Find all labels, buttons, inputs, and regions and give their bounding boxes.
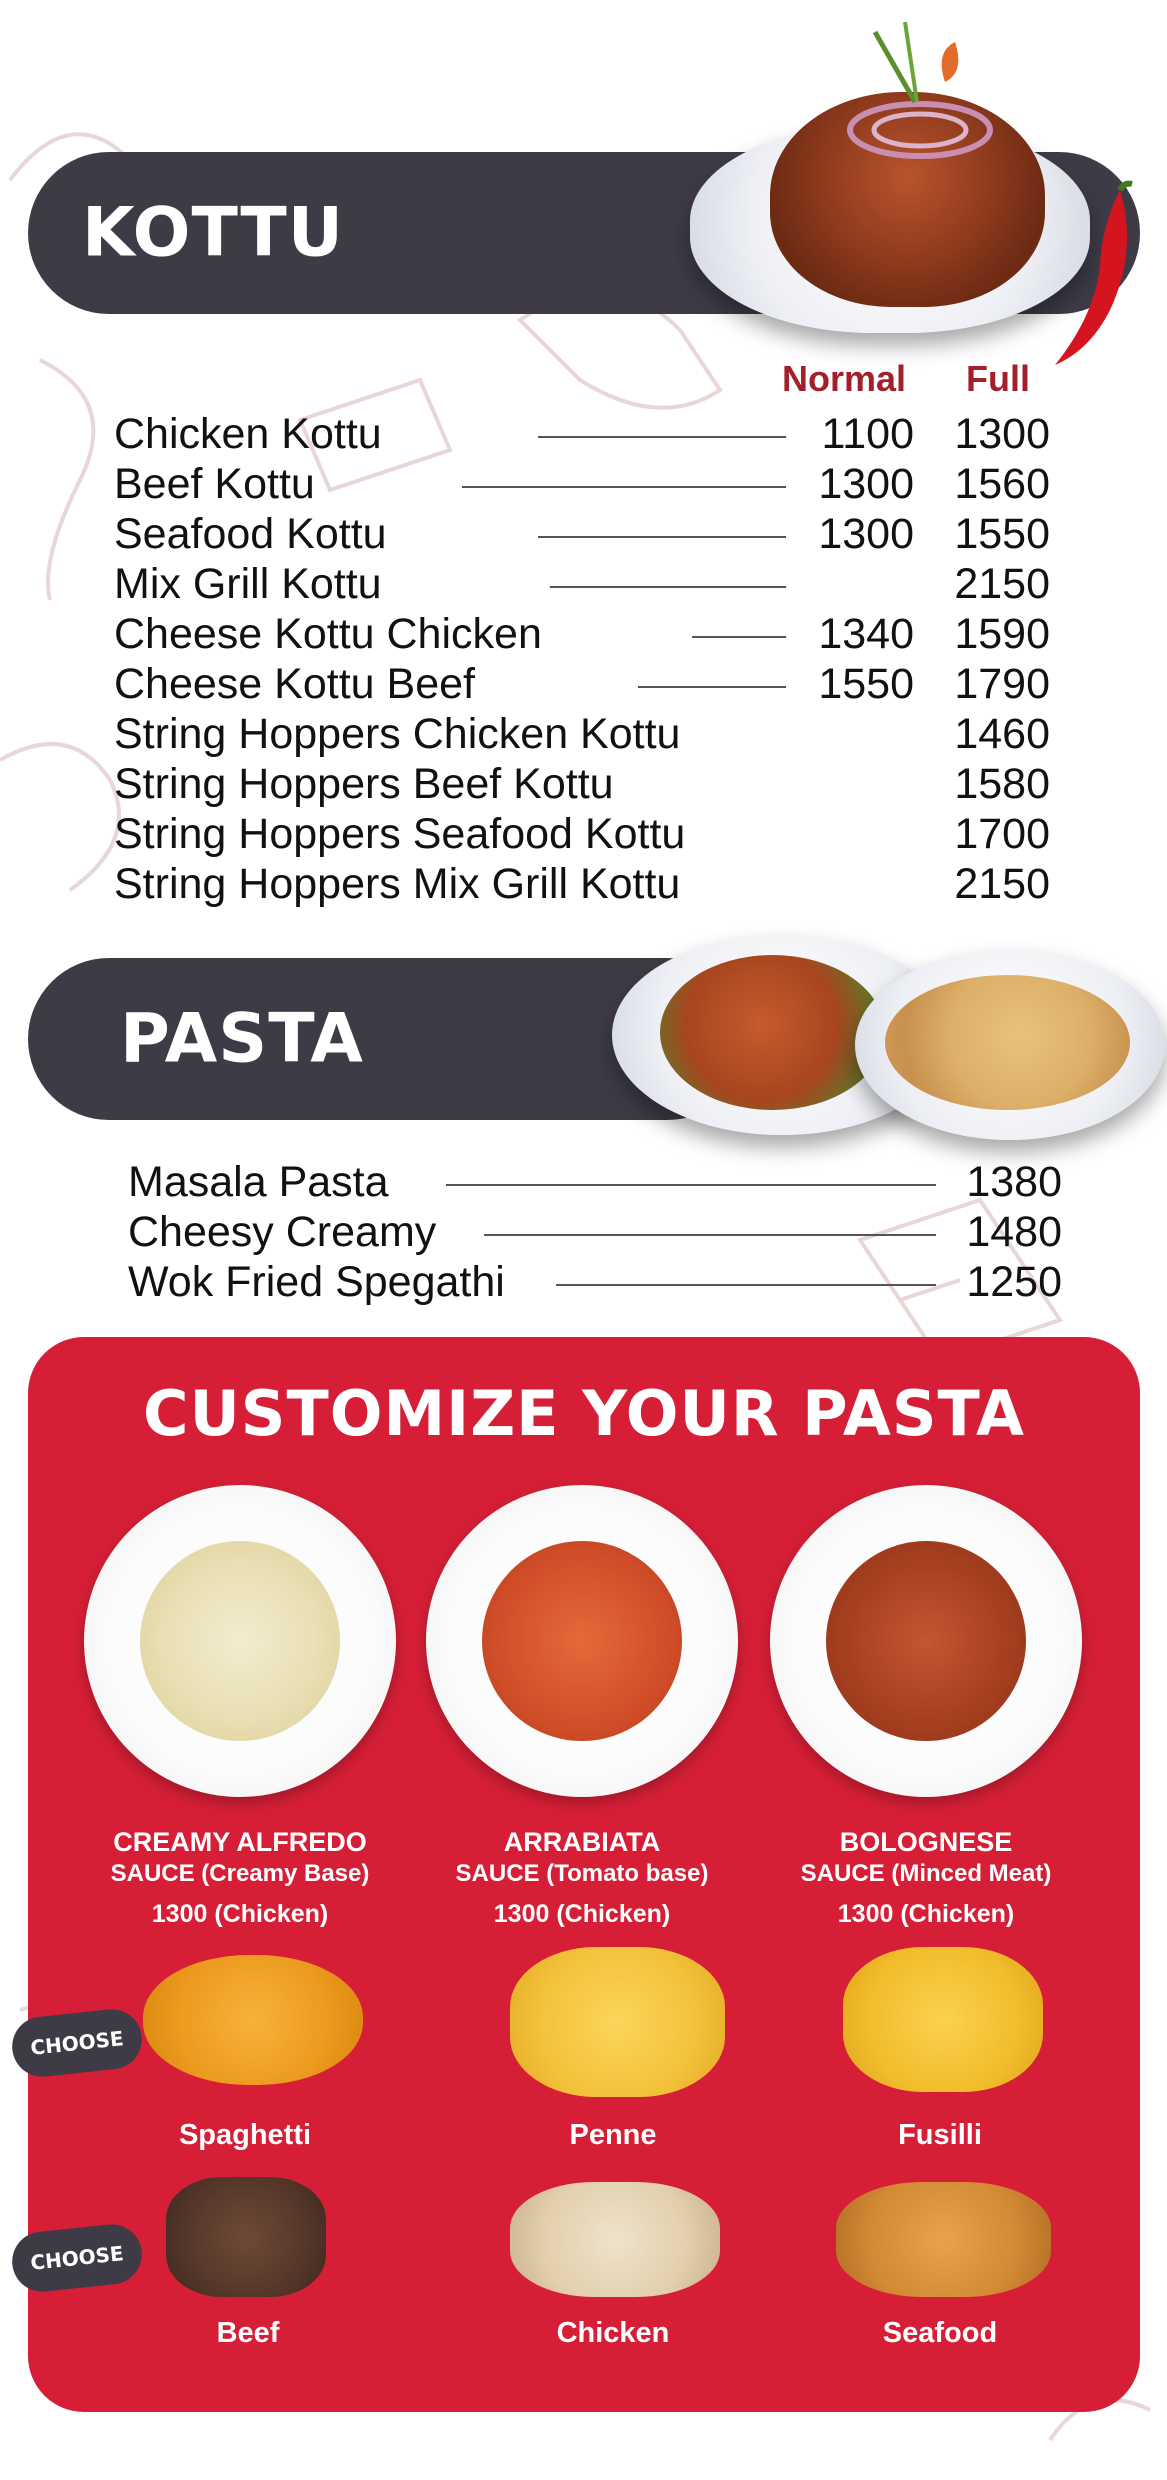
customize-title: CUSTOMIZE YOUR PASTA — [142, 1377, 1026, 1450]
kottu-price-normal: 1300 — [818, 510, 914, 558]
kottu-row — [114, 460, 1054, 510]
sauce-sub: SAUCE (Minced Meat) — [800, 1860, 1052, 1887]
beef-image — [166, 2177, 326, 2297]
sauce-name: BOLOGNESE — [839, 1827, 1013, 1857]
choose-protein-badge: CHOOSE — [9, 2221, 145, 2294]
sauce-name: CREAMY ALFREDO — [113, 1827, 367, 1857]
chicken-image — [510, 2182, 720, 2297]
sauce-bolognese — [756, 1827, 1096, 1929]
leader-line — [550, 586, 786, 588]
kottu-price-full: 1560 — [954, 460, 1050, 508]
pasta-dish-1-image — [660, 955, 885, 1110]
sauce-price: 1300 (Chicken) — [151, 1900, 329, 1928]
pasta-option-spaghetti[interactable]: Spaghetti — [178, 2119, 312, 2151]
pasta-row — [128, 1158, 1068, 1208]
protein-option-chicken[interactable]: Chicken — [556, 2317, 670, 2349]
kottu-price-full: 1300 — [954, 410, 1050, 458]
kottu-title: KOTTU — [82, 193, 344, 273]
arrabiata-pasta-image — [482, 1541, 682, 1741]
kottu-price-full: 1700 — [954, 810, 1050, 858]
pasta-price: 1380 — [966, 1158, 1062, 1206]
pasta-title: PASTA — [120, 999, 364, 1079]
sauce-alfredo — [70, 1827, 410, 1929]
kottu-item-name: String Hoppers Seafood Kottu — [114, 810, 686, 858]
col-full-label: Full — [966, 358, 1030, 399]
kottu-row — [114, 710, 1054, 760]
kottu-item-name: String Hoppers Mix Grill Kottu — [114, 860, 681, 908]
kottu-row — [114, 610, 1054, 660]
kottu-row — [114, 510, 1054, 560]
kottu-item-name: Chicken Kottu — [114, 410, 382, 458]
kottu-price-full: 1790 — [954, 660, 1050, 708]
kottu-price-full: 1590 — [954, 610, 1050, 658]
pasta-row — [128, 1258, 1068, 1308]
protein-option-seafood[interactable]: Seafood — [882, 2317, 998, 2349]
sauce-price: 1300 (Chicken) — [493, 1900, 671, 1928]
pasta-option-penne[interactable]: Penne — [569, 2119, 657, 2151]
leader-line — [484, 1234, 936, 1236]
sauce-name: ARRABIATA — [503, 1827, 661, 1857]
pasta-price: 1250 — [966, 1258, 1062, 1306]
kottu-price-full: 1550 — [954, 510, 1050, 558]
penne-image — [510, 1947, 725, 2097]
sauce-arrabiata — [412, 1827, 752, 1929]
chili-icon — [1050, 180, 1140, 370]
choose-pasta-badge: CHOOSE — [9, 2006, 145, 2079]
pasta-dish-2-image — [885, 975, 1130, 1110]
spaghetti-image — [143, 1955, 363, 2085]
kottu-item-name: Mix Grill Kottu — [114, 560, 382, 608]
fusilli-image — [843, 1947, 1043, 2092]
leader-line — [638, 686, 786, 688]
seafood-image — [836, 2182, 1051, 2297]
kottu-row — [114, 760, 1054, 810]
kottu-item-name: Cheese Kottu Beef — [114, 660, 475, 708]
kottu-row — [114, 660, 1054, 710]
kottu-price-full: 2150 — [954, 860, 1050, 908]
kottu-price-normal: 1340 — [818, 610, 914, 658]
alfredo-pasta-image — [140, 1541, 340, 1741]
kottu-price-full: 1460 — [954, 710, 1050, 758]
protein-option-beef[interactable]: Beef — [216, 2317, 280, 2349]
kottu-item-name: Seafood Kottu — [114, 510, 387, 558]
kottu-row — [114, 560, 1054, 610]
pasta-option-fusilli[interactable]: Fusilli — [898, 2119, 982, 2151]
kottu-price-full: 1580 — [954, 760, 1050, 808]
kottu-item-name: Beef Kottu — [114, 460, 315, 508]
sauce-price: 1300 (Chicken) — [837, 1900, 1015, 1928]
col-normal-label: Normal — [782, 358, 907, 399]
kottu-price-normal: 1550 — [818, 660, 914, 708]
kottu-item-name: Cheese Kottu Chicken — [114, 610, 542, 658]
kottu-item-name: String Hoppers Beef Kottu — [114, 760, 614, 808]
kottu-row — [114, 410, 1054, 460]
kottu-price-normal: 1100 — [821, 410, 914, 458]
leader-line — [692, 636, 786, 638]
leader-line — [556, 1284, 936, 1286]
bolognese-pasta-image — [826, 1541, 1026, 1741]
kottu-item-name: String Hoppers Chicken Kottu — [114, 710, 681, 758]
pasta-price: 1480 — [966, 1208, 1062, 1256]
leader-line — [538, 536, 786, 538]
herb-garnish-icon — [855, 22, 965, 112]
leader-line — [538, 436, 786, 438]
sauce-sub: SAUCE (Tomato base) — [455, 1860, 709, 1887]
customize-card — [28, 1337, 1140, 2412]
kottu-price-full: 2150 — [954, 560, 1050, 608]
leader-line — [446, 1184, 936, 1186]
kottu-row — [114, 860, 1054, 910]
pasta-item-name: Masala Pasta — [128, 1158, 389, 1206]
pasta-row — [128, 1208, 1068, 1258]
leader-line — [462, 486, 786, 488]
kottu-row — [114, 810, 1054, 860]
sauce-sub: SAUCE (Creamy Base) — [110, 1860, 370, 1887]
kottu-price-normal: 1300 — [818, 460, 914, 508]
pasta-item-name: Wok Fried Spegathi — [128, 1258, 505, 1306]
pasta-item-name: Cheesy Creamy — [128, 1208, 437, 1256]
